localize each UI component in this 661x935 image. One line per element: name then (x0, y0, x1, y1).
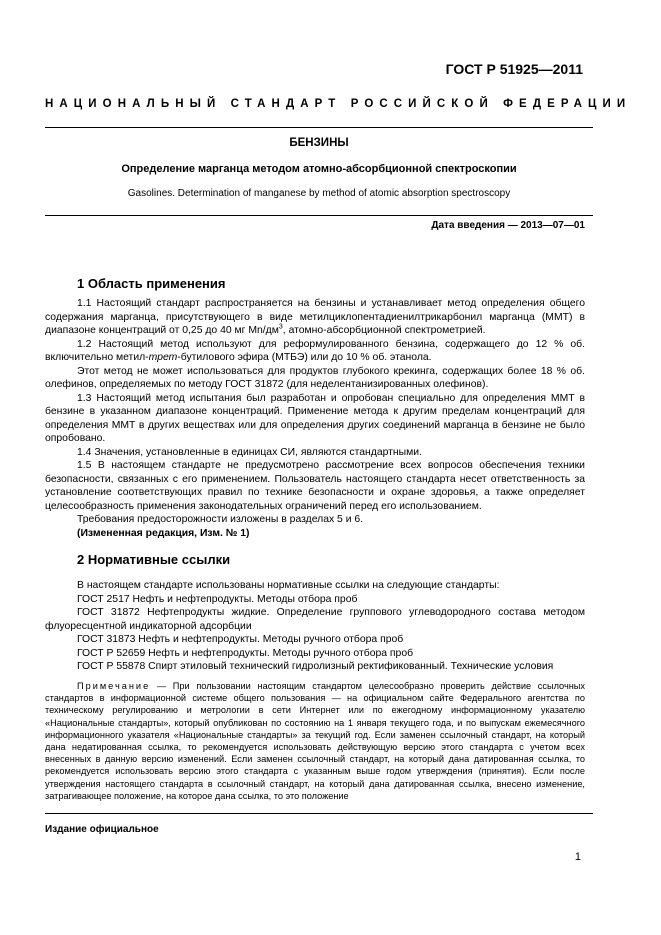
document-heading: БЕНЗИНЫ (289, 137, 349, 149)
section-1-title: 1 Область применения (77, 276, 226, 291)
note-label: Примечание (77, 681, 151, 691)
paragraph-1-3: 1.3 Настоящий метод испытания был разработан и опробован специально для определения ММТ в бензине в указанном диапазоне концентраций. Применение метода к другим пределам концентраций для определения ММТ в других веществах или для определения других соединений марганца в бензине не было опробовано. (45, 392, 585, 444)
section-2-body (45, 579, 585, 674)
document-subheading: Определение марганца методом атомно-абсорбционной спектроскопии (121, 163, 517, 175)
section-2-title: 2 Нормативные ссылки (77, 552, 231, 567)
english-title: Gasolines. Determination of manganese by method of atomic absorption spectroscopy (127, 188, 511, 199)
divider-middle (45, 215, 593, 216)
page-number: 1 (574, 851, 581, 863)
paragraph-requirements: Требования предосторожности изложены в разделах 5 и 6. (77, 514, 364, 525)
reference-item: ГОСТ 31873 Нефть и нефтепродукты. Методы ручного отбора проб (77, 634, 404, 645)
superscript: 3 (278, 323, 283, 331)
introduction-date: Дата введения — 2013—07—01 (431, 220, 585, 231)
divider-bottom (45, 813, 593, 814)
reference-item: ГОСТ Р 52659 Нефть и нефтепродукты. Методы ручного отбора проб (77, 647, 414, 659)
paragraph-1-5: 1.5 В настоящем стандарте не предусмотрено рассмотрение всех вопросов обеспечения техники безопасности, связанных с его применением. Пользователь настоящего стандарта несет ответственность за установление соответствующих правил по технике безопасности и охране здоровья, а также определяет целесообразность применения законодательных ограничений перед его использованием. (45, 460, 585, 512)
standard-title: НАЦИОНАЛЬНЫЙ СТАНДАРТ РОССИЙСКОЙ ФЕДЕРАЦИИ (45, 98, 632, 110)
paragraph-1-2: 1.2 Настоящий метод используют для реформулированного бензина, содержащего до 12 % об. включительно метил-трет-бутилового эфира (МТБЭ) или до 10 % об. этанола. (45, 338, 585, 363)
document-number: ГОСТ Р 51925—2011 (445, 61, 583, 77)
reference-item: ГОСТ 2517 Нефть и нефтепродукты. Методы отбора проб (77, 593, 358, 605)
reference-item: ГОСТ Р 55878 Спирт этиловый технический гидролизный ректификованный. Технические условия (77, 661, 554, 672)
references-intro: В настоящем стандарте использованы нормативные ссылки на следующие стандарты: (77, 580, 500, 591)
section-1-body (45, 297, 585, 540)
paragraph-1-1: 1.1 Настоящий стандарт распространяется на бензины и устанавливает метод определения общего содержания марганца, присутствующего в виде метилциклопентадиенилтрикарбонил марганца (ММТ) в диапазоне концентраций от 0,25 до 40 мг $Mn/дм^3$, атомно-абсорбционной спектрометрией. (45, 298, 585, 336)
references-note (45, 680, 585, 802)
paragraph-1-2-continued: Этот метод не может использоваться для продуктов глубокого крекинга, содержащих более 18 % об. олефинов, определяемых по методу ГОСТ 31872 (для неделентанизированных олефинов). (45, 365, 585, 390)
note-text: — При пользовании настоящим стандартом целесообразно проверить действие ссылочных стандартов в информационной системе общего пользования — на официальном сайте Федерального агентства по техническому регулированию и метрологии в сети Интернет или по ежегодному информационному указателю «Национальные стандарты», который опубликован по состоянию на 1 января текущего года, и по выпускам ежемесячного информационного указателя «Национальные стандарты» за текущий год. Если заменен ссылочный стандарт, на который дана недатированная ссылка, то рекомендуется использовать действующую версию этого стандарта с учетом всех внесенных в данную версию изменений. Если заменен ссылочный стандарт, на который дана датированная ссылка, то рекомендуется использовать версию этого стандарта с указанным выше годом утверждения (принятия). Если после утверждения настоящего стандарта в ссылочный стандарт, на который дана датированная ссылка, внесено изменение, затрагивающее положение, на которое дана ссылка, то это положение (45, 681, 585, 801)
paragraph-1-4: 1.4 Значения, установленные в единицах СИ, являются стандартными. (77, 446, 422, 458)
divider-top (45, 127, 593, 128)
edition-label: Издание официальное (45, 824, 159, 835)
paragraph-edit-note: (Измененная редакция, Изм. № 1) (77, 527, 250, 539)
reference-item: ГОСТ 31872 Нефтепродукты жидкие. Определение группового углеводородного состава методом флуоресцентной индикаторной адсорбции (45, 607, 585, 632)
